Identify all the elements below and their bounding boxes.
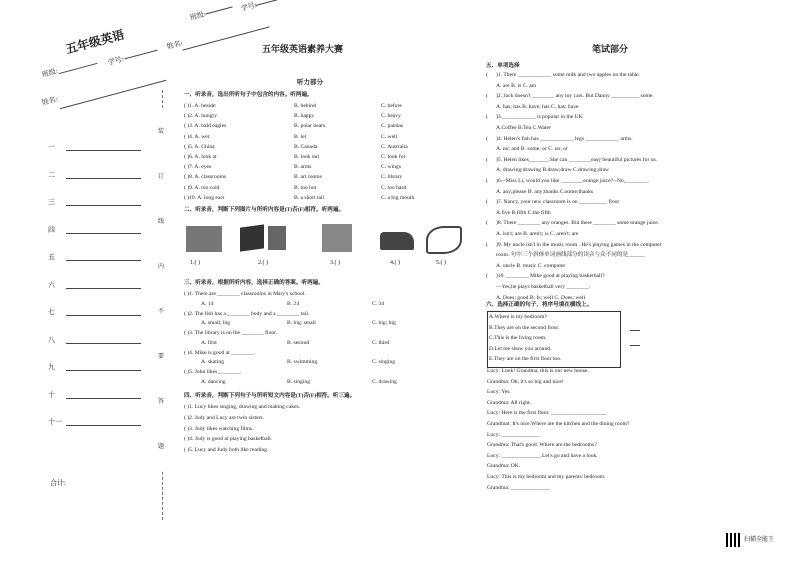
score-row-field[interactable] [66,233,141,234]
s5-line: A. drawing;drawing B.draw;draw C.drawing;draw [496,167,610,174]
s5-line: )2. Jack doesn't ________ any toy cars. But Danny __________ some. [496,93,654,100]
s5-line: )5. Helen likes_______.She can ________easy beautiful pictures for us. [496,156,658,163]
s3-option-b: B. big; small [287,320,316,327]
s3-question: ( )4. Mike is good at ________. [184,349,255,356]
s5-line: A. uncle B. music C. computer [496,262,566,269]
class-field-right[interactable] [205,6,232,14]
option-box-item: D.Let me show you around. [489,345,552,352]
dialog-line: Lucy: ______________ [487,431,541,438]
name-field-right[interactable] [182,26,269,50]
s3-option-a: A. dancing [201,378,226,385]
score-row-label: 六 [48,280,55,289]
score-row-field[interactable] [66,150,141,151]
picture-4-icon [380,232,414,250]
s5-bracket: ( [486,135,488,142]
picture-2b-icon [268,226,286,250]
s1-option-b: B. arms [294,164,312,171]
s5-bracket: ( [486,199,488,206]
s3-option-a: A. 14 [201,300,214,307]
score-row-label: 五 [48,253,55,261]
score-row-label: 二 [48,170,55,179]
s1-item: ( )10. A. long ears [184,194,225,201]
id-field-right[interactable] [255,0,278,6]
s2-answer: 5.( ) [436,260,446,266]
s5-line: )7. Nancy, your new classroom is on __________ floor [496,199,620,206]
scanner-watermark: 扫描全能王 [744,537,775,543]
s4-statement: ( )1. Lucy likes singing, drawing and making cakes. [184,404,301,410]
s5-line: A.Coffee B.Tea C.Water [496,125,551,131]
score-row-field[interactable] [66,343,141,344]
s1-option-b: B. look out [294,154,320,160]
s5-line: )6.--Miss Li, would you like ________orange juice?--No,________. [496,178,649,184]
score-row-field[interactable] [66,425,141,426]
dialog-line: Grandma: Oh, it's so big and nice! [487,378,564,385]
s5-line: room. 句中三个斜体单词画线部分的读音与众不同的是______ [496,252,645,259]
option-box [487,311,621,368]
s5-line: )1. There ____________ some milk and two apples on the table. [496,72,641,78]
s1-option-b: B. Canada [294,143,318,150]
option-box-item: C.This is the living room. [489,335,547,342]
s1-item: ( )8. A. classrooms [184,174,227,181]
s1-item: ( )9. A. too cold [184,184,220,191]
s3-option-b: B. swimming [287,359,318,366]
s5-bracket: ( [486,114,488,121]
s3-option-a: A. skating [201,359,224,366]
s3-question: ( )1. There are ________ classrooms in Mary's school. [184,291,306,297]
score-table [48,140,148,440]
dialog-line: Grandma: OK. [487,463,521,470]
id-label-right: 学号: [240,1,258,13]
s5-line: )9. My uncle isn't in the music room . He's playing games in the computer [496,241,662,248]
dialog-line: Lucy: Here is the first floor. ____________________ [487,410,607,417]
name-label-right: 姓名: [166,39,184,51]
s3-option-b: B. singing [287,378,311,385]
s1-option-b: B. art rooms [294,174,322,181]
s2-answer: 2.( ) [258,260,268,266]
s5-heading: 五、单项选择 [486,63,520,69]
s1-item: ( )4. A. wet [184,133,210,140]
score-row-label: 一 [48,143,55,151]
s1-option-b: B. too hot [294,184,317,191]
s3-heading: 三、听录音，根据所听内容，选择正确的答案。听两遍。 [184,280,324,286]
s1-option-c: C. before [381,103,402,109]
dialog-line: Grandma: All right. [487,399,531,406]
name-label: 姓名: [41,95,59,107]
picture-5-icon [426,226,462,254]
score-row-field[interactable] [66,370,141,371]
s3-option-c: C. singing [372,359,396,366]
s3-option-a: A. small; big [201,320,231,327]
class-label-right: 班级: [189,10,207,22]
score-row-field[interactable] [66,205,141,206]
s3-option-c: C. big; big [372,320,396,327]
s5-bracket: ( [486,220,488,227]
s5-line: )4. Helen's fish has ____________ legs ____________ arms. [496,135,633,142]
total-label: 合计: [50,479,66,487]
s1-option-c: C. well [381,133,398,140]
score-row-field[interactable] [66,315,141,316]
score-row-label: 三 [48,198,55,206]
s1-option-c: C. Australia [381,143,408,150]
s2-heading: 二、听录音，判断下列图片与所听内容是(T)否(F)相符。听两遍。 [184,207,345,213]
picture-2-icon [240,224,264,251]
score-row-label: 十 [48,390,55,399]
id-field[interactable] [124,50,157,60]
dialog-line: Lucy: ______________.Let's go and have a look. [487,452,598,459]
s1-item: ( )5. A. China [184,143,215,150]
s5-bracket: ( [486,156,488,163]
s1-option-c: C. heavy [381,113,401,120]
binding-text: 装 订 线 内 不 要 答 题 [158,110,166,470]
score-row-label: 七 [48,308,55,316]
s1-option-b: B. behind [294,103,316,109]
grade-title: 五年级英语 [64,27,126,57]
class-field[interactable] [59,63,98,74]
score-row-field[interactable] [66,398,141,399]
contest-title: 五年级英语素养大赛 [262,44,344,54]
box-line-2[interactable] [630,345,640,346]
s6-heading: 六、选择正确的句子，将序号填在横线上。 [486,302,593,308]
qr-code-icon [726,533,740,547]
s3-option-c: C. 34 [372,300,385,307]
s5-line: )8. There ________ any oranges. But there ________ some orange juice. [496,220,660,227]
s5-line: A. no; and B. some; or C. no; or [496,146,568,153]
s5-bracket: ( [486,93,488,100]
name-field[interactable] [60,80,167,109]
s3-question: ( )3. The library is on the ________ floor. [184,330,278,337]
score-row-label: 八 [48,335,55,344]
student-info-header [20,27,180,110]
s1-item: ( )6. A. look at [184,154,217,160]
s5-line: A. Does; good B. Is; well C. Does; well [496,294,586,301]
score-row-field[interactable] [66,260,141,261]
s2-answer: 3.( ) [330,260,340,266]
s3-question: ( )2. The fish has a ________ body and a ________ tail. [184,310,310,317]
dialog-line: Grandma: That's good. Where are the bedrooms? [487,442,597,449]
s4-statement: ( )2. Judy and Lucy are twin sisters. [184,414,265,421]
score-row-label: 九 [48,363,55,371]
s5-line: —Yes,he plays basketball very ________. [496,284,591,290]
s1-option-b: B. a short tail [294,194,325,201]
s2-answer: 4.( ) [390,260,400,266]
s2-answer: 1.( ) [190,260,200,266]
s1-item: ( )7. A. eyes [184,164,212,171]
dialog-line: Lucy: This is my bedroom and my parents' bedroom. [487,474,606,480]
writing-title: 笔试部分 [592,44,629,54]
dialog-line: Grandma: ______________ [487,484,550,491]
option-box-item: A.Where is my bedroom? [489,314,547,320]
dialog-line: Lucy: Look! Grandma, this is our new house. [487,368,589,374]
s5-line: A. any;please B. any;thanks C.some;thanks [496,188,594,195]
score-row-label: 四 [48,225,55,234]
s1-item: ( )3. A. bald eagles [184,123,227,130]
s5-line: )3.____________ is popular in the UK [496,114,583,121]
s1-option-b: B. happy [294,113,315,120]
s5-line: A.five B.fifth C.the fifth [496,209,551,216]
s1-option-c: C. library [381,174,403,181]
s5-bracket: ( [486,241,488,248]
s4-statement: ( )5. Lucy and Judy both like reading. [184,447,269,454]
listening-title: 听力部分 [297,79,323,86]
s5-bracket: ( [486,273,488,280]
score-row-field[interactable] [66,178,141,179]
s1-item: ( )2. A. hungry [184,113,218,120]
s1-option-c: C. look for [381,154,406,160]
s3-option-c: C. third [372,339,390,346]
s4-statement: ( )4. Judy is good at playing basketball. [184,436,273,443]
option-box-item: B.They are on the second floor. [489,324,560,331]
s5-line: A. are B. is C. am [496,82,537,89]
s4-heading: 四、听录音，判断下列句子与所听短文内容是(T)否(F)相符。听三遍。 [184,393,356,399]
dialog-line: Grandmat: It's nice.Where are the kitchen and the dining room? [487,421,630,427]
id-label: 学号: [107,55,125,67]
s3-option-b: B. second [287,339,310,346]
s5-line: A. isn't; are B. aren't; is C. aren't; are [496,231,579,237]
s5-bracket: ( [486,178,488,184]
option-box-item: E.They are on the first floor too. [489,356,562,363]
s1-option-b: B. polar bears [294,123,326,130]
s1-option-c: C. a big mouth [381,194,415,201]
s1-heading: 一、听录音，选出所听句子中包含的内容。听两遍。 [184,92,313,98]
score-row-field[interactable] [66,288,141,289]
s4-statement: ( )3. Judy likes watching films. [184,425,254,432]
s1-option-c: C. pandas [381,123,404,130]
s5-line: A. has; has B. have; has C. has; have [496,103,579,110]
s1-item: ( )1. A. beside [184,103,216,109]
box-line-1[interactable] [630,330,640,331]
s3-option-b: B. 24 [287,300,300,307]
s3-option-a: A. first [201,339,217,346]
s1-option-c: C. too hard [381,184,407,191]
score-row-label: 十一 [48,418,62,426]
s5-bracket: ( [486,72,488,78]
picture-3-icon [322,224,352,252]
class-label: 班级: [41,67,59,79]
dialog-line: Lucy: Yes. [487,389,511,396]
s1-option-c: C. wings [381,164,401,171]
s3-option-c: C. drawing [372,378,397,385]
s3-question: ( )5. John likes________. [184,369,242,376]
picture-row [182,222,472,270]
picture-1-icon [186,226,222,252]
s1-option-b: B. let [294,133,307,140]
s5-line: )10. ________ Mike good at playing basketball? [496,273,605,280]
